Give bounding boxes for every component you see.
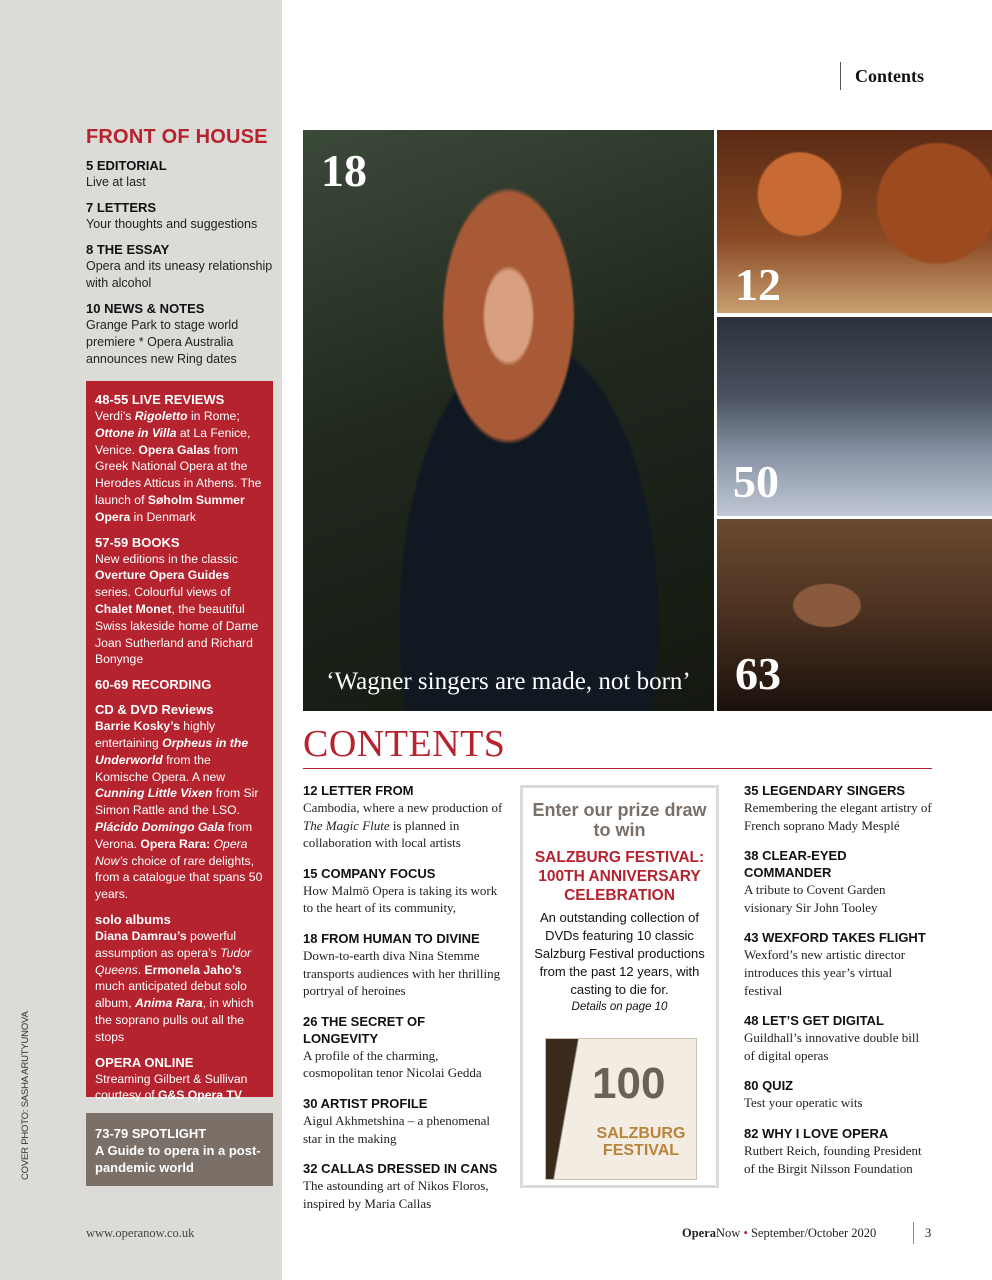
photo-quote: ‘Wagner singers are made, not born’	[326, 668, 691, 695]
contents-entry[interactable]	[744, 782, 932, 834]
photo-page-number: 12	[735, 259, 781, 310]
spotlight-head: 73-79 SPOTLIGHT	[95, 1126, 207, 1141]
entry-head: 18 FROM HUMAN TO DIVINE	[303, 930, 480, 946]
entry-desc: A tribute to Covent Garden visionary Sir John Tooley	[744, 882, 886, 915]
live-reviews-head: 48-55 LIVE REVIEWS	[95, 392, 225, 407]
entry-desc: How Malmö Opera is taking its work to the heart of its community,	[303, 882, 498, 916]
entry-head: 15 COMPANY FOCUS	[303, 865, 436, 881]
cd-dvd-desc: Barrie Kosky’s highly entertaining Orpheus in the Underworld from the Komische Opera. A new Cunning Little Vixen from Sir Simon Rattle and the LSO. Plácido Domingo Gala from Verona. Opera Rara: Opera Now’s choice of rare delights, from a catalogue that spans 50 years.	[95, 719, 263, 902]
contents-divider	[303, 768, 932, 769]
cover-photo-credit: COVER PHOTO: SASHA ARUTYUNOVA	[20, 1011, 31, 1180]
contents-entry[interactable]	[744, 929, 932, 999]
photo-page-number: 50	[733, 456, 779, 507]
issue-info	[682, 1226, 876, 1241]
entry-desc: Wexford’s new artistic director introduces this year’s virtual festival	[744, 947, 906, 998]
foh-item[interactable]	[86, 241, 276, 292]
dvd-box-number: 100	[592, 1059, 666, 1108]
cover-photo-singer[interactable]	[303, 130, 714, 711]
cd-dvd-section[interactable]	[95, 701, 265, 903]
contents-entry[interactable]	[303, 782, 503, 852]
photo-page-number: 18	[321, 145, 367, 196]
contents-entry[interactable]	[303, 930, 503, 1000]
opera-online-head: OPERA ONLINE	[95, 1054, 194, 1070]
contents-entry[interactable]	[303, 1095, 503, 1147]
prize-footnote: Details on page 10	[571, 1001, 668, 1013]
entry-head: 38 CLEAR-EYED COMMANDER	[744, 848, 847, 881]
foh-item-head: 8 THE ESSAY	[86, 242, 170, 257]
foh-item-head: 10 NEWS & NOTES	[86, 301, 205, 316]
entry-head: 12 LETTER FROM	[303, 783, 414, 798]
brand-rest: Now	[716, 1226, 741, 1240]
entry-head: 80 QUIZ	[744, 1078, 794, 1094]
entry-desc: Test your operatic wits	[744, 1095, 863, 1111]
entry-desc: Guildhall’s innovative double bill of digital operas	[744, 1030, 920, 1063]
contents-entry[interactable]	[744, 847, 932, 916]
section-label: Contents	[855, 66, 925, 86]
books-head: 57-59 BOOKS	[95, 534, 180, 550]
entry-desc: Cambodia, where a new production of The Magic Flute is planned in collaboration with local artists	[303, 800, 503, 851]
entry-desc: Remembering the elegant artistry of French soprano Mady Mesplé	[744, 800, 932, 833]
footer-divider	[913, 1222, 914, 1244]
brand-bold: Opera	[682, 1226, 717, 1240]
live-reviews-desc: Verdi’s Rigoletto in Rome; Ottone in Villa at La Fenice, Venice. Opera Galas from Greek National Opera at the Herodes Atticus in Athens. The launch of Søholm Summer Opera in Denmark	[95, 409, 262, 524]
spotlight-box[interactable]	[86, 1113, 273, 1186]
live-reviews-section[interactable]	[95, 391, 265, 526]
cd-dvd-head: CD & DVD Reviews	[95, 702, 214, 718]
foh-item[interactable]	[86, 300, 276, 368]
opera-online-desc: Streaming Gilbert & Sullivan courtesy of G&S Opera TV	[95, 1071, 248, 1103]
contents-column-right	[744, 782, 932, 1190]
prize-draw-box[interactable]	[520, 785, 719, 1188]
solo-albums-head: solo albums	[95, 911, 171, 927]
foh-item[interactable]	[86, 157, 276, 191]
contents-entry[interactable]	[744, 1077, 932, 1112]
foh-item-desc: Your thoughts and suggestions	[86, 217, 258, 231]
photo-live-performance[interactable]	[717, 519, 992, 711]
foh-item[interactable]	[86, 199, 276, 233]
entry-head: 35 LEGENDARY SINGERS	[744, 783, 906, 798]
foh-item-head: 7 LETTERS	[86, 200, 157, 215]
entry-desc: Aigul Akhmetshina – a phenomenal star in the making	[303, 1112, 491, 1146]
dvd-box-title: SALZBURG FESTIVAL	[596, 1125, 686, 1159]
foh-item-desc: Live at last	[86, 175, 146, 189]
entry-desc: The astounding art of Nikos Floros, inspired by Maria Callas	[303, 1178, 489, 1211]
spotlight-desc: A Guide to opera in a post-pandemic world	[95, 1143, 261, 1175]
contents-entry[interactable]	[744, 1125, 932, 1177]
entry-head: 43 WEXFORD TAKES FLIGHT	[744, 930, 926, 946]
header-divider	[840, 62, 841, 90]
solo-albums-section[interactable]	[95, 911, 265, 1046]
contents-title: CONTENTS	[303, 723, 506, 765]
opera-online-section[interactable]	[95, 1054, 265, 1105]
photo-stage-ensemble[interactable]	[717, 317, 992, 516]
entry-head: 48 LET’S GET DIGITAL	[744, 1013, 884, 1029]
books-section[interactable]	[95, 534, 265, 669]
entry-head: 26 THE SECRET OF LONGEVITY	[303, 1013, 426, 1046]
contents-column-left	[303, 782, 503, 1225]
prize-description: An outstanding collection of DVDs featuring 10 classic Salzburg Festival productions from the past 12 years, with casting to die for.	[534, 910, 705, 997]
entry-desc: Down-to-earth diva Nina Stemme transports audiences with her thrilling portryal of heroines	[303, 947, 501, 999]
recording-head[interactable]: 60-69 RECORDING	[95, 677, 212, 693]
front-of-house-title: FRONT OF HOUSE	[86, 126, 268, 148]
solo-albums-desc: Diana Damrau’s powerful assumption as opera’s Tudor Queens. Ermonela Jaho’s much anticipated debut solo album, Anima Rara, in which the soprano pulls out all the stops	[95, 928, 254, 1044]
issue-date: September/October 2020	[750, 1226, 877, 1240]
reviews-box	[86, 381, 273, 1103]
foh-item-head: 5 EDITORIAL	[86, 158, 167, 173]
prize-title: Enter our prize draw to win	[532, 800, 707, 840]
contents-entry[interactable]	[303, 1160, 503, 1212]
front-of-house	[86, 126, 276, 376]
foh-item-desc: Grange Park to stage world premiere * Opera Australia announces new Ring dates	[86, 318, 239, 366]
contents-entry[interactable]	[303, 1013, 503, 1082]
entry-head: 30 ARTIST PROFILE	[303, 1095, 428, 1111]
foh-item-desc: Opera and its uneasy relationship with alcohol	[86, 259, 273, 290]
entry-head: 82 WHY I LOVE OPERA	[744, 1125, 889, 1141]
page-number: 3	[925, 1226, 932, 1240]
website-link[interactable]: www.operanow.co.uk	[86, 1226, 195, 1240]
books-desc: New editions in the classic Overture Opera Guides series. Colourful views of Chalet Monet, the beautiful Swiss lakeside home of Dame Joan Sutherland and Richard Bonynge	[95, 551, 259, 667]
entry-desc: Rutbert Reich, founding President of the Birgit Nilsson Foundation	[744, 1142, 922, 1176]
dvd-box-set-image	[545, 1038, 697, 1180]
photo-shadow-puppets[interactable]	[717, 130, 992, 313]
bullet-separator: •	[743, 1226, 748, 1240]
entry-desc: A profile of the charming, cosmopolitan tenor Nicolai Gedda	[303, 1047, 482, 1081]
contents-entry[interactable]	[744, 1012, 932, 1064]
entry-head: 32 CALLAS DRESSED IN CANS	[303, 1161, 498, 1177]
contents-entry[interactable]	[303, 865, 503, 917]
photo-page-number: 63	[735, 648, 781, 699]
prize-subtitle: SALZBURG FESTIVAL: 100TH ANNIVERSARY CELEBRATION	[534, 849, 705, 904]
